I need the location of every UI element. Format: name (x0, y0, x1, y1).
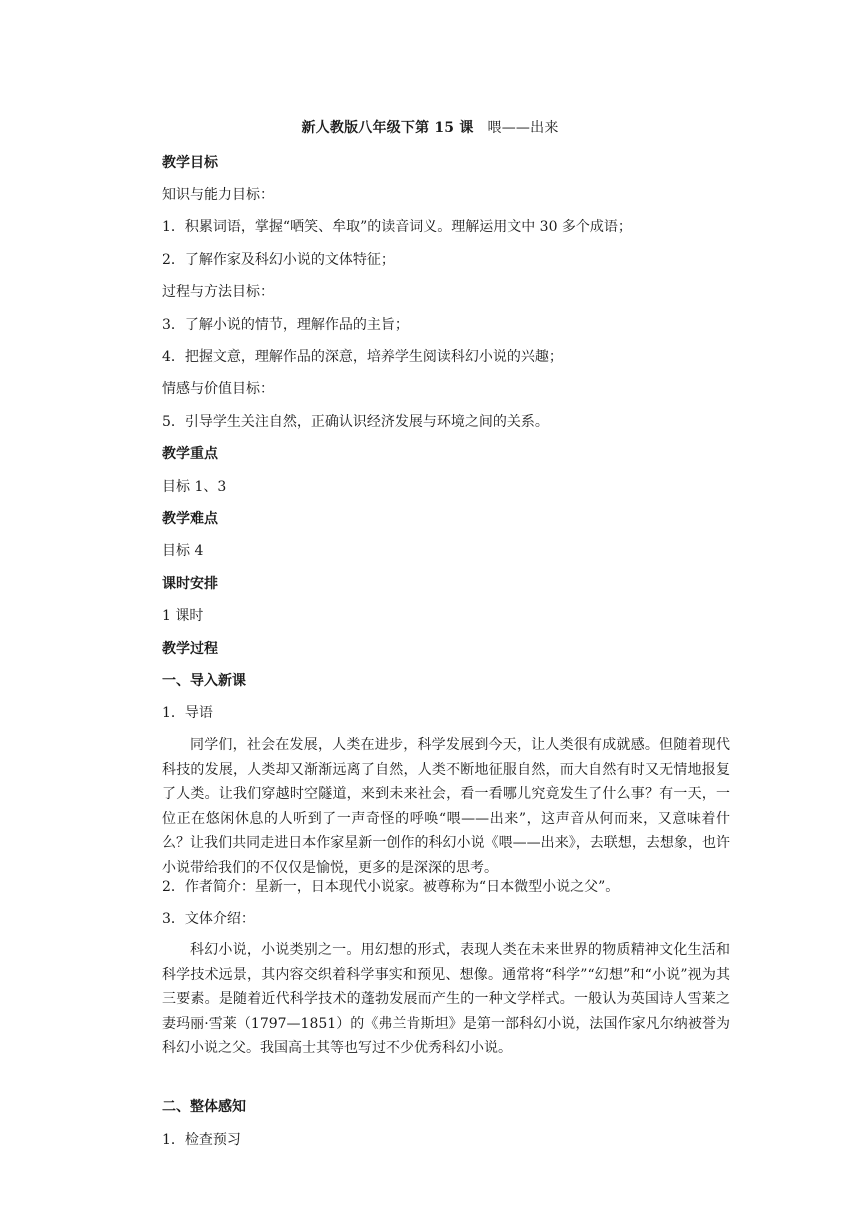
goal-item-2: 2．了解作家及科幻小说的文体特征； (162, 252, 395, 268)
author-intro: 2．作者简介：星新一，日本现代小说家。被尊称为“日本微型小说之父”。 (162, 879, 620, 895)
goal-item-5: 5．引导学生关注自然，正确认识经济发展与环境之间的关系。 (162, 414, 549, 430)
heading-process: 教学过程 (162, 641, 218, 657)
title-main: 新人教版八年级下第 15 课 (301, 120, 474, 136)
goal-item-1: 1．积累词语，掌握“哂笑、牟取”的读音词义。理解运用文中 30 多个成语； (162, 219, 632, 235)
heading-teaching-goals: 教学目标 (162, 155, 218, 171)
heading-schedule: 课时安排 (162, 576, 218, 592)
schedule-text: 1 课时 (162, 608, 204, 624)
document-title (0, 117, 860, 137)
intro-item-1: 1．导语 (162, 705, 213, 721)
intro-paragraph: 同学们，社会在发展，人类在进步，科学发展到今天，让人类很有成就感。但随着现代科技的发展，人类却又渐渐远离了自然，人类不断地征服自然，而大自然有时又无情地报复了人类。让我们穿越时空隧道，来到未来社会，看一看哪儿究竟发生了什么事？有一天，一位正在悠闲休息的人听到了一声奇怪的呼唤“喂——出来”，这声音从何而来，又意味着什么？让我们共同走进日本作家星新一创作的科幻小说《喂——出来》，去联想，去想象，也许小说带给我们的不仅仅是愉悦，更多的是深深的思考。 (162, 737, 730, 876)
key-points-text: 目标 1、3 (162, 479, 227, 495)
difficulties-text: 目标 4 (162, 543, 204, 559)
title-lesson: 喂——出来 (487, 120, 559, 136)
section-overview-heading: 二、整体感知 (162, 1099, 246, 1115)
goal-knowledge-label: 知识与能力目标： (162, 187, 274, 203)
genre-paragraph: 科幻小说，小说类别之一。用幻想的形式，表现人类在未来世界的物质精神文化生活和科学技术远景，其内容交织着科学事实和预见、想像。通常将“科学”“幻想”和“小说”视为其三要素。是随着近代科学技术的蓬勃发展而产生的一种文学样式。一般认为英国诗人雪莱之妻玛丽·雪莱（1797—1851）的《弗兰肯斯坦》是第一部科幻小说，法国作家凡尔纳被誉为科幻小说之父。我国高士其等也写过不少优秀科幻小说。 (162, 942, 730, 1056)
genre-intro-label: 3．文体介绍： (162, 911, 255, 927)
overview-item-1: 1．检查预习 (162, 1132, 241, 1148)
goal-process-label: 过程与方法目标： (162, 284, 274, 300)
heading-key-points: 教学重点 (162, 446, 218, 462)
heading-difficulties: 教学难点 (162, 511, 218, 527)
goal-item-3: 3．了解小说的情节，理解作品的主旨； (162, 317, 409, 333)
section-intro-heading: 一、导入新课 (162, 673, 246, 689)
goal-emotion-label: 情感与价值目标： (162, 381, 274, 397)
goal-item-4: 4．把握文意，理解作品的深意，培养学生阅读科幻小说的兴趣； (162, 349, 563, 365)
